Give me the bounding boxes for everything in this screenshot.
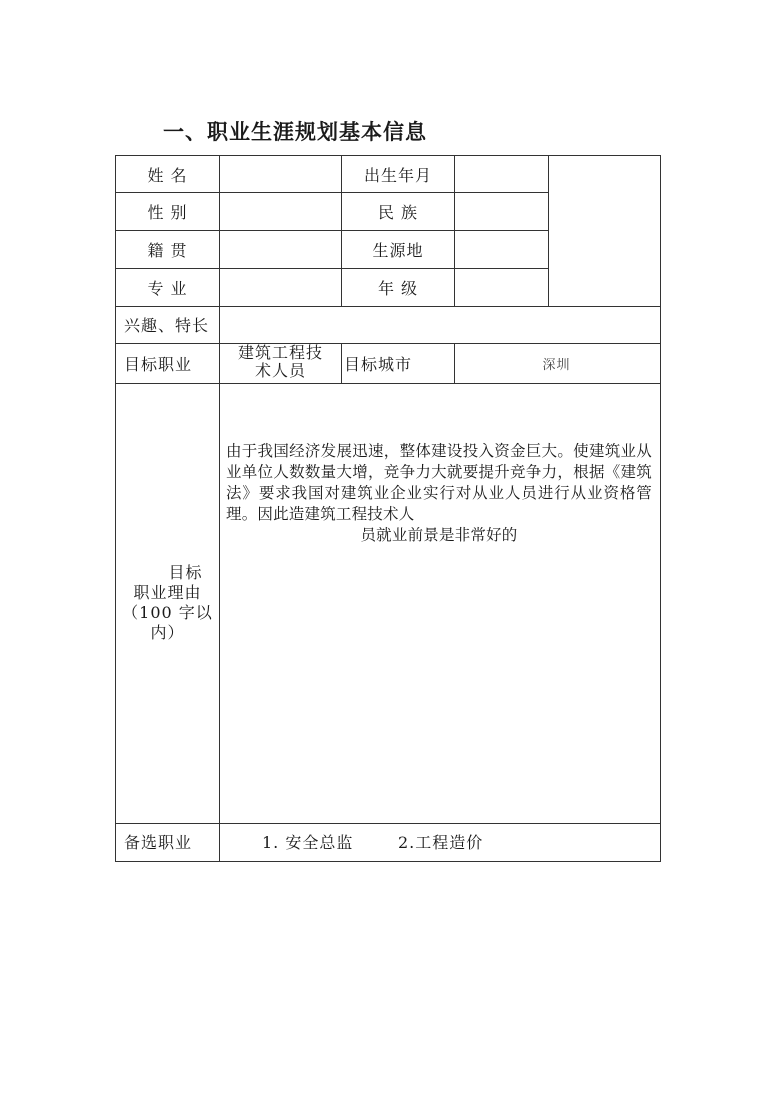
interests-field[interactable] <box>220 306 658 343</box>
origin-label: 生源地 <box>372 240 424 260</box>
reason-label-line4: 内） <box>150 623 185 642</box>
origin-field[interactable] <box>455 230 547 268</box>
target-city-field[interactable]: 深圳 <box>542 357 571 373</box>
major-label: 专 业 <box>147 278 188 298</box>
native-place-field[interactable] <box>220 230 341 268</box>
grade-field[interactable] <box>455 268 547 306</box>
reason-body: 由于我国经济发展迅速，整体建设投入资金巨大。使建筑业从业单位人数数量大增，竞争力大就要提升竞争力，根据《建筑法》要求我国对建筑业企业实行对从业人员进行从业资格管理。因此造建筑工程技术人 <box>226 442 652 523</box>
reason-label-line2: 职业理由 <box>133 583 202 602</box>
reason-field[interactable] <box>226 441 652 546</box>
reason-label-line3: （100 字以 <box>122 603 213 622</box>
target-city-label: 目标城市 <box>344 354 413 374</box>
page-title: 一、职业生涯规划基本信息 <box>163 120 427 144</box>
birth-label: 出生年月 <box>363 165 432 185</box>
alt-job-1[interactable]: 1. 安全总监 <box>262 833 354 852</box>
target-job-label: 目标职业 <box>124 354 193 374</box>
alt-job-2[interactable]: 2.工程造价 <box>398 833 484 852</box>
target-job-value-line1: 建筑工程技 <box>237 343 323 362</box>
birth-field[interactable] <box>455 156 547 192</box>
photo-box[interactable] <box>548 156 658 306</box>
native-place-label: 籍 贯 <box>147 240 188 260</box>
ethnicity-label: 民 族 <box>377 202 419 222</box>
interests-label: 兴趣、特长 <box>124 316 210 335</box>
ethnicity-field[interactable] <box>455 192 547 230</box>
alt-job-label: 备选职业 <box>124 833 193 852</box>
name-label: 姓 名 <box>147 165 188 185</box>
target-job-value-line2: 术人员 <box>254 361 306 380</box>
grade-label: 年 级 <box>377 278 419 298</box>
target-job-field[interactable] <box>220 342 341 382</box>
reason-label-line1: 目标 <box>168 563 203 582</box>
gender-field[interactable] <box>220 192 341 230</box>
major-field[interactable] <box>220 268 341 306</box>
gender-label: 性 别 <box>147 202 188 222</box>
name-field[interactable] <box>220 156 341 192</box>
reason-last-line: 员就业前景是非常好的 <box>360 526 518 544</box>
reason-label <box>116 383 219 823</box>
